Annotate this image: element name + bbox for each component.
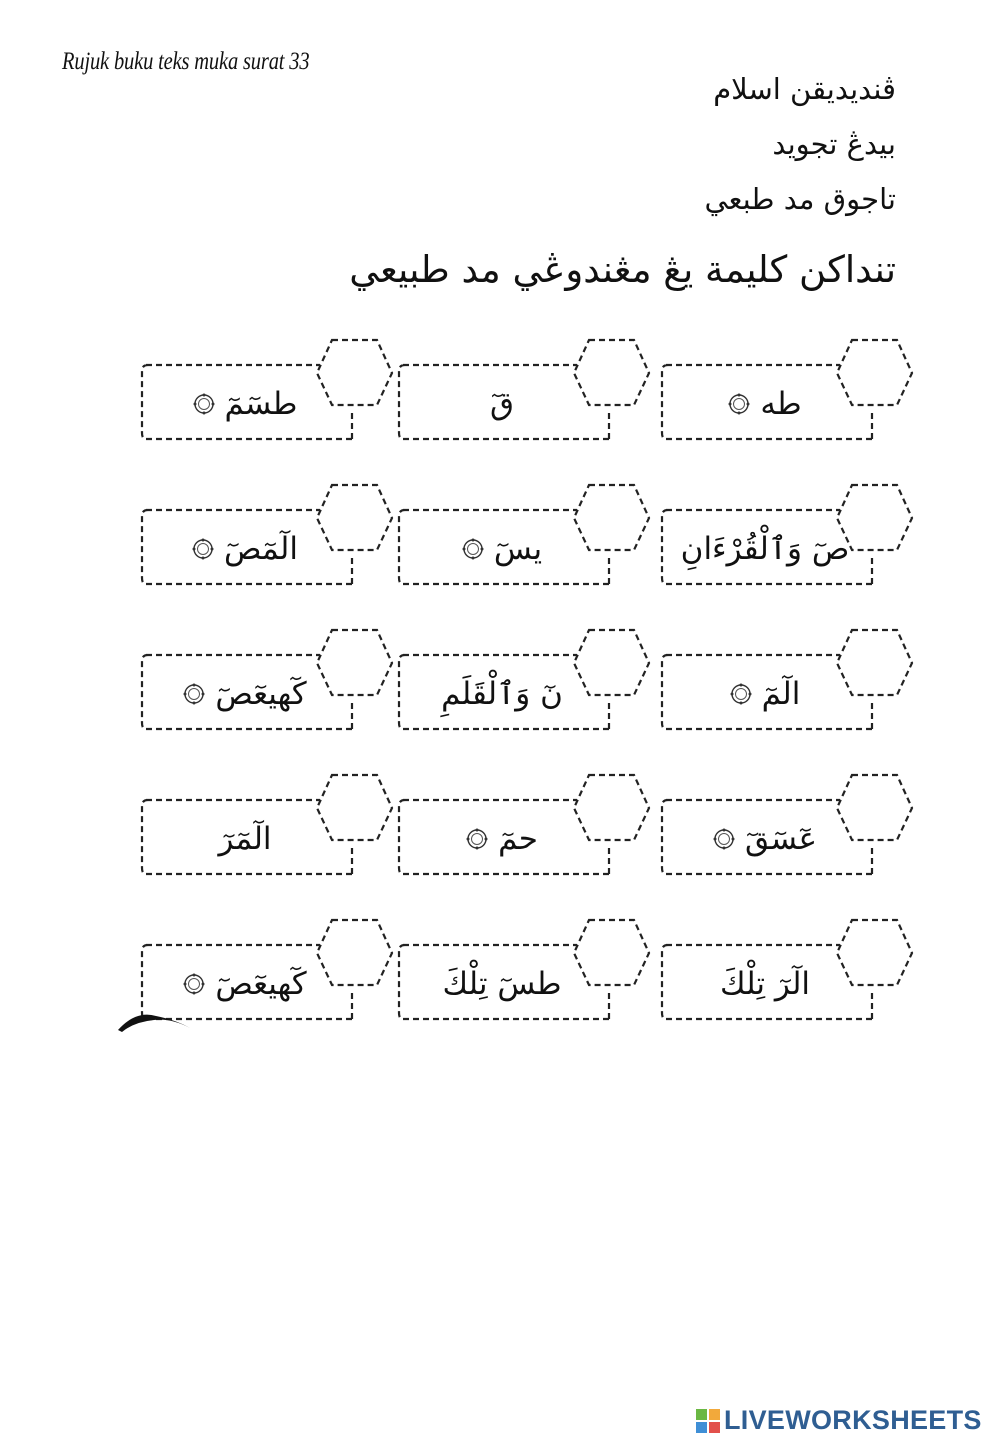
hexagon-answer-box[interactable] — [330, 776, 390, 826]
hexagon-answer-box[interactable] — [330, 341, 390, 391]
ayah-marker-icon — [730, 683, 752, 705]
quran-word: الٓمٓرٓ — [218, 821, 272, 857]
instruction: تنداكن كليمة يڠ مڠندوڠي مد طبيعي — [349, 248, 896, 291]
brand — [696, 1405, 982, 1436]
ayah-marker-icon — [183, 683, 205, 705]
hexagon-answer-box[interactable] — [850, 776, 910, 826]
quran-word: طه — [760, 386, 802, 422]
word-card — [397, 915, 657, 1025]
word-card — [140, 625, 400, 735]
word-card — [660, 480, 920, 590]
word-card — [397, 625, 657, 735]
word-card — [397, 770, 657, 880]
hexagon-answer-box[interactable] — [850, 486, 910, 536]
hexagon-answer-box[interactable] — [587, 776, 647, 826]
ayah-marker-icon — [466, 828, 488, 850]
word-card — [660, 335, 920, 445]
quran-word: نٓ وَٱلْقَلَمِ — [441, 676, 563, 712]
hexagon-answer-box[interactable] — [587, 341, 647, 391]
hexagon-answer-box[interactable] — [587, 486, 647, 536]
word-card — [660, 915, 920, 1025]
quran-word: صٓ وَٱلْقُرْءَانِ — [680, 531, 850, 567]
ayah-marker-icon — [713, 828, 735, 850]
word-card — [140, 480, 400, 590]
quran-word: حمٓ — [498, 821, 538, 857]
word-card — [660, 770, 920, 880]
word-card — [660, 625, 920, 735]
quran-word: قٓ — [489, 386, 515, 422]
ayah-marker-icon — [193, 393, 215, 415]
ayah-marker-icon — [183, 973, 205, 995]
hexagon-answer-box[interactable] — [330, 921, 390, 971]
quran-word: يسٓ — [493, 531, 543, 567]
ayah-marker-icon — [192, 538, 214, 560]
liveworksheets-logo-icon — [696, 1409, 720, 1433]
hexagon-answer-box[interactable] — [587, 631, 647, 681]
hexagon-answer-box[interactable] — [850, 921, 910, 971]
hexagon-answer-box[interactable] — [330, 486, 390, 536]
quran-word: طسٓ تِلْكَ — [442, 966, 562, 1002]
quran-word: الٓمٓصٓ — [224, 531, 298, 567]
word-card — [140, 335, 400, 445]
ayah-marker-icon — [728, 393, 750, 415]
word-card — [397, 335, 657, 445]
hexagon-answer-box[interactable] — [850, 631, 910, 681]
quran-word: طسٓمٓ — [224, 386, 298, 422]
quran-word: كٓهيعٓصٓ — [215, 966, 307, 1002]
ayah-marker-icon — [462, 538, 484, 560]
header-subject: ڤنديديقن اسلام — [713, 72, 896, 106]
hexagon-answer-box[interactable] — [330, 631, 390, 681]
hexagon-answer-box[interactable] — [587, 921, 647, 971]
brand-name: LIVEWORKSHEETS — [724, 1405, 982, 1435]
quran-word: عٓسٓقٓ — [745, 821, 818, 857]
word-card — [397, 480, 657, 590]
quran-word: الٓمٓ — [761, 676, 801, 712]
header-topic: تاجوق مد طبعي — [704, 182, 896, 216]
ink-mark — [116, 1008, 196, 1034]
reference-note: Rujuk buku teks muka surat 33 — [62, 48, 310, 75]
hexagon-answer-box[interactable] — [850, 341, 910, 391]
quran-word: كٓهيعٓصٓ — [215, 676, 307, 712]
word-card — [140, 770, 400, 880]
header-field: بيدڠ تجويد — [772, 127, 896, 161]
quran-word: الٓرٓ تِلْكَ — [719, 966, 811, 1002]
